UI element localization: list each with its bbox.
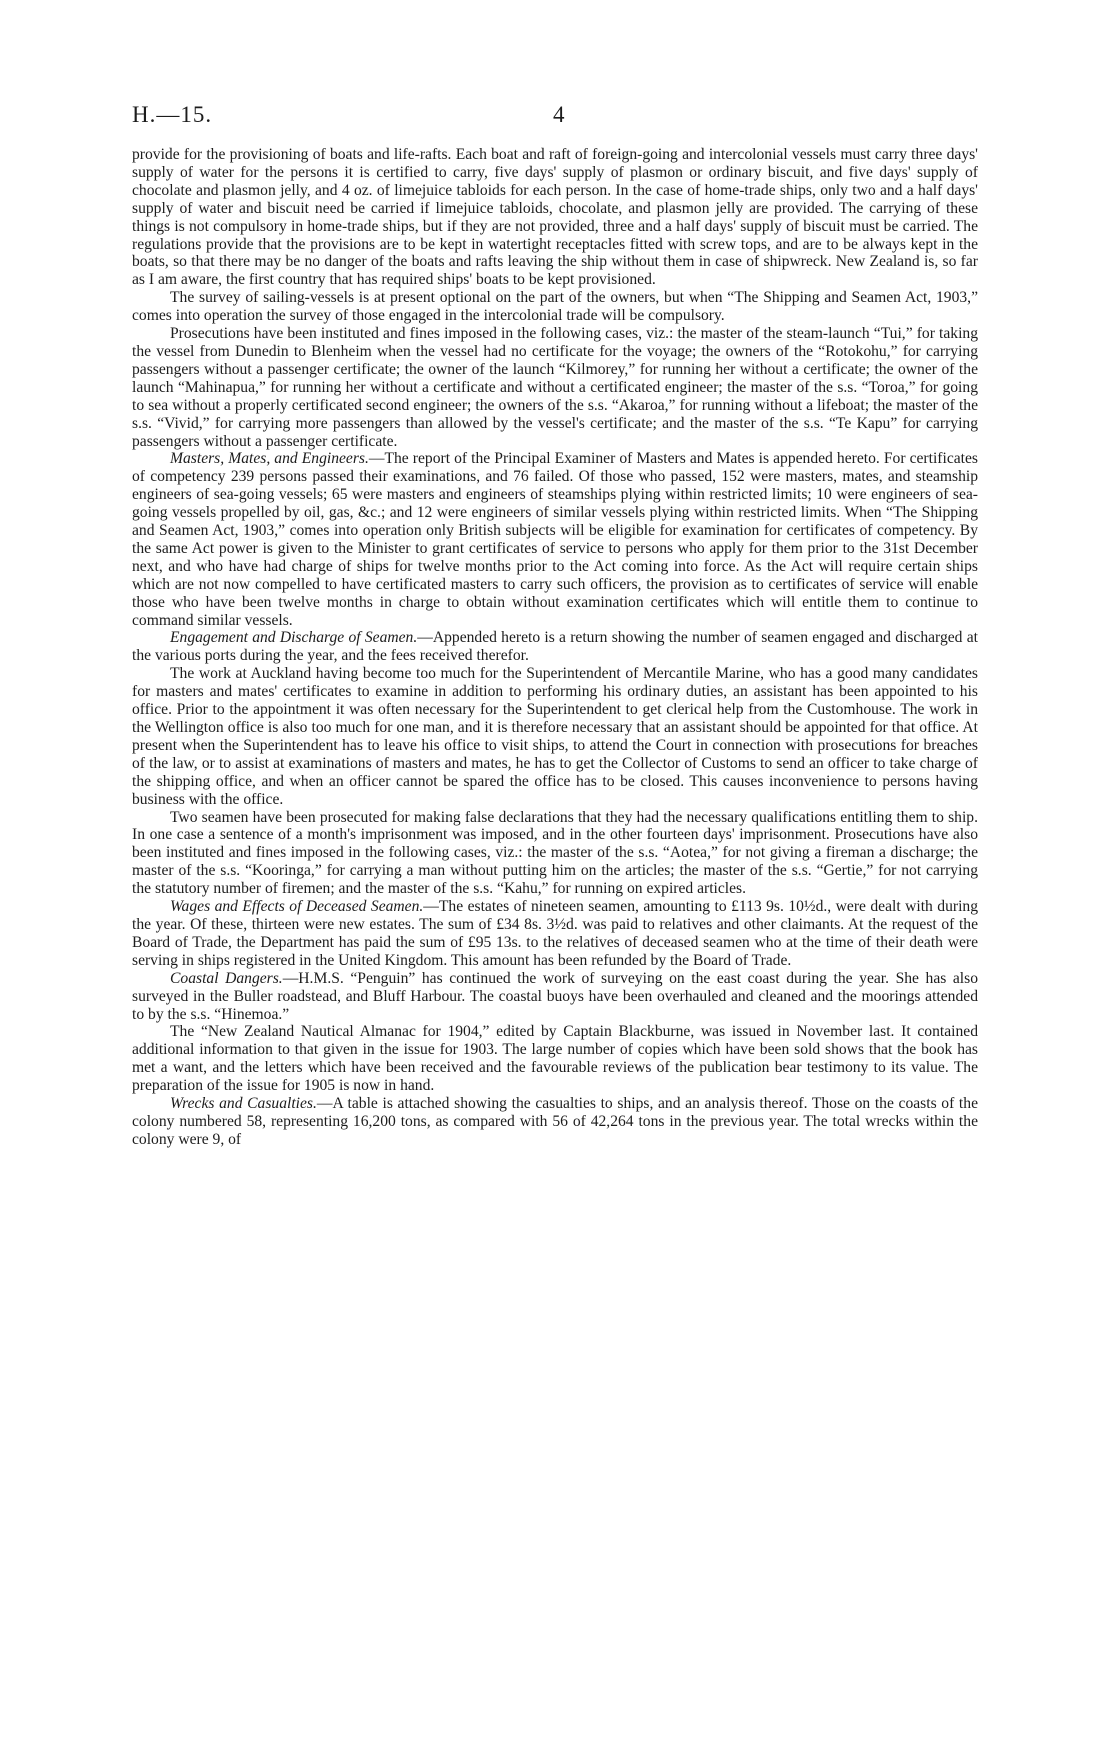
paragraph-prosecutions bbox=[132, 325, 978, 450]
paragraph-heading: Masters, Mates, and Engineers. bbox=[170, 450, 369, 468]
page-header bbox=[132, 102, 982, 132]
paragraph-text: —The estates of nineteen seamen, amounting to £113 9s. 10½d., were dealt with during the year. Of these, thirteen were new estates. The sum of £34 8s. 3½d. was paid to relatives and other claimants. At the request of the Board of Trade, the Department has paid the sum of £95 13s. to the relatives of deceased seamen who at the time of their death were serving in ships registered in the United Kingdom. This amount has been refunded by the Board of Trade. bbox=[132, 898, 978, 969]
paragraph-text: The “New Zealand Nautical Almanac for 1904,” edited by Captain Blackburne, was issued in November last. It contained additional information to that given in the issue for 1903. The large number of copies which have been sold shows that the book has met a want, and the letters which have been received and the favourable reviews of the publication bear testimony to its value. The preparation of the issue for 1905 is now in hand. bbox=[132, 1023, 978, 1095]
paragraph-text: —A table is attached showing the casualties to ships, and an analysis thereof. Those on the coasts of the colony numbered 58, representing 16,200 tons, as compared with 56 of 42,264 tons in the previous year. The total wrecks within the colony were 9, of bbox=[132, 1095, 978, 1148]
paragraph-text: The work at Auckland having become too much for the Superintendent of Mercantile Marine, who has a good many candidates for masters and mates' certificates to examine in addition to performing his ordinary duties, an assistant has been appointed to his office. Prior to the appointment it was often necessary for the Superintendent to get clerical help from the Customhouse. The work in the Wellington office is also too much for one man, and it is therefore necessary that an assistant should be appointed for that office. At present when the Superintendent has to leave his office to visit ships, to attend the Court in connection with prosecutions for breaches of the law, or to assist at examinations of masters and mates, he has to get the Collector of Customs to send an officer to take charge of the shipping office, and when an officer cannot be spared the office has to be closed. This causes inconvenience to persons having business with the office. bbox=[132, 665, 978, 808]
paragraph-heading: Wages and Effects of Deceased Seamen. bbox=[170, 898, 424, 916]
page-number: 4 bbox=[553, 102, 565, 127]
paragraph-text: —The report of the Principal Examiner of Masters and Mates is appended hereto. For certificates of competency 239 persons passed their examinations, and 76 failed. Of those who passed, 152 were masters, mates, and steamship engineers of sea-going vessels; 65 were masters and engineers of steamships plying within restricted limits; 10 were engineers of sea-going vessels propelled by oil, gas, &c.; and 12 were engineers of similar vessels plying within restricted limits. When “The Shipping and Seamen Act, 1903,” comes into operation only British subjects will be eligible for examination for certificates of competency. By the same Act power is given to the Minister to grant certificates of service to persons who apply for them prior to the 31st December next, and who have had charge of ships for twelve months prior to the Act coming into force. As the Act will require certain ships which are not now compelled to have certificated masters to carry such officers, the provision as to certificates of service will enable those who have been twelve months in charge to obtain without examination certificates which will entitle them to continue to command similar vessels. bbox=[132, 450, 978, 629]
paragraph-text: provide for the provisioning of boats and life-rafts. Each boat and raft of foreign-going and intercolonial vessels must carry three days' supply of water for the persons it is certified to carry, five days' supply of plasmon or ordinary biscuit, and five days' supply of chocolate and plasmon jelly, and 4 oz. of limejuice tabloids for each person. In the case of home-trade ships, only two and a half days' supply of water and biscuit need be carried if limejuice tabloids, chocolate, and plasmon jelly are provided. The carrying of these things is not compulsory in home-trade ships, but if they are not provided, three and a half days' supply of biscuit must be carried. The regulations provide that the provisions are to be kept in watertight receptacles fitted with screw tops, and are to be always kept in the boats, so that there may be no danger of the boats and rafts leaving the ship without them in case of shipwreck. New Zealand is, so far as I am aware, the first country that has required ships' boats to be kept provisioned. bbox=[132, 146, 978, 289]
paragraph-heading: Engagement and Discharge of Seamen. bbox=[170, 629, 418, 647]
paragraph-wages-effects bbox=[132, 898, 978, 970]
paragraph-text: The survey of sailing-vessels is at present optional on the part of the owners, but when “The Shipping and Seamen Act, 1903,” comes into operation the survey of those engaged in the intercolonial trade will be compulsory. bbox=[132, 289, 978, 325]
body-text bbox=[132, 146, 978, 1149]
paragraph-seamen-prosecuted bbox=[132, 809, 978, 899]
paragraph-heading: Coastal Dangers. bbox=[170, 969, 283, 987]
paragraph-engagement bbox=[132, 629, 978, 665]
paragraph-provisioning bbox=[132, 146, 978, 289]
paragraph-nautical-almanac bbox=[132, 1023, 978, 1095]
paragraph-text: Two seamen have been prosecuted for making false declarations that they had the necessary qualifications entitling them to ship. In one case a sentence of a month's imprisonment was imposed, and in the other fourteen days' imprisonment. Prosecutions have also been instituted and fines imposed in the following cases, viz.: the master of the s.s. “Aotea,” for not giving a fireman a discharge; the master of the s.s. “Kooringa,” for carrying a man without putting him on the articles; the master of the s.s. “Gertie,” for not carrying the statutory number of firemen; and the master of the s.s. “Kahu,” for running on expired articles. bbox=[132, 808, 978, 898]
document-reference: H.—15. bbox=[132, 102, 213, 127]
paragraph-masters-mates bbox=[132, 450, 978, 629]
paragraph-survey bbox=[132, 289, 978, 325]
paragraph-text: —Appended hereto is a return showing the number of seamen engaged and discharged at the various ports during the year, and the fees received therefor. bbox=[132, 629, 978, 665]
paragraph-auckland-office bbox=[132, 665, 978, 808]
paragraph-heading: Wrecks and Casualties. bbox=[170, 1095, 317, 1113]
paragraph-text: —H.M.S. “Penguin” has continued the work of surveying on the east coast during the year. She has also surveyed in the Buller roadstead, and Bluff Harbour. The coastal buoys have been overhauled and cleaned and the moorings attended to by the s.s. “Hinemoa.” bbox=[132, 969, 978, 1023]
paragraph-wrecks bbox=[132, 1095, 978, 1149]
paragraph-text: Prosecutions have been instituted and fines imposed in the following cases, viz.: the master of the steam-launch “Tui,” for taking the vessel from Dunedin to Blenheim when the vessel had no certificate for the voyage; the owners of the “Rotokohu,” for carrying passengers without a passenger certificate; the owner of the launch “Kilmorey,” for running her without a certificate; the owner of the launch “Mahinapua,” for running her without a certificate and without a certificated engineer; the master of the s.s. “Toroa,” for going to sea without a properly certificated second engineer; the owners of the s.s. “Akaroa,” for running without a lifeboat; the master of the s.s. “Vivid,” for carrying more passengers than allowed by the vessel's certificate; and the master of the s.s. “Te Kapu” for carrying passengers without a passenger certificate. bbox=[132, 325, 978, 450]
paragraph-coastal-dangers bbox=[132, 970, 978, 1024]
